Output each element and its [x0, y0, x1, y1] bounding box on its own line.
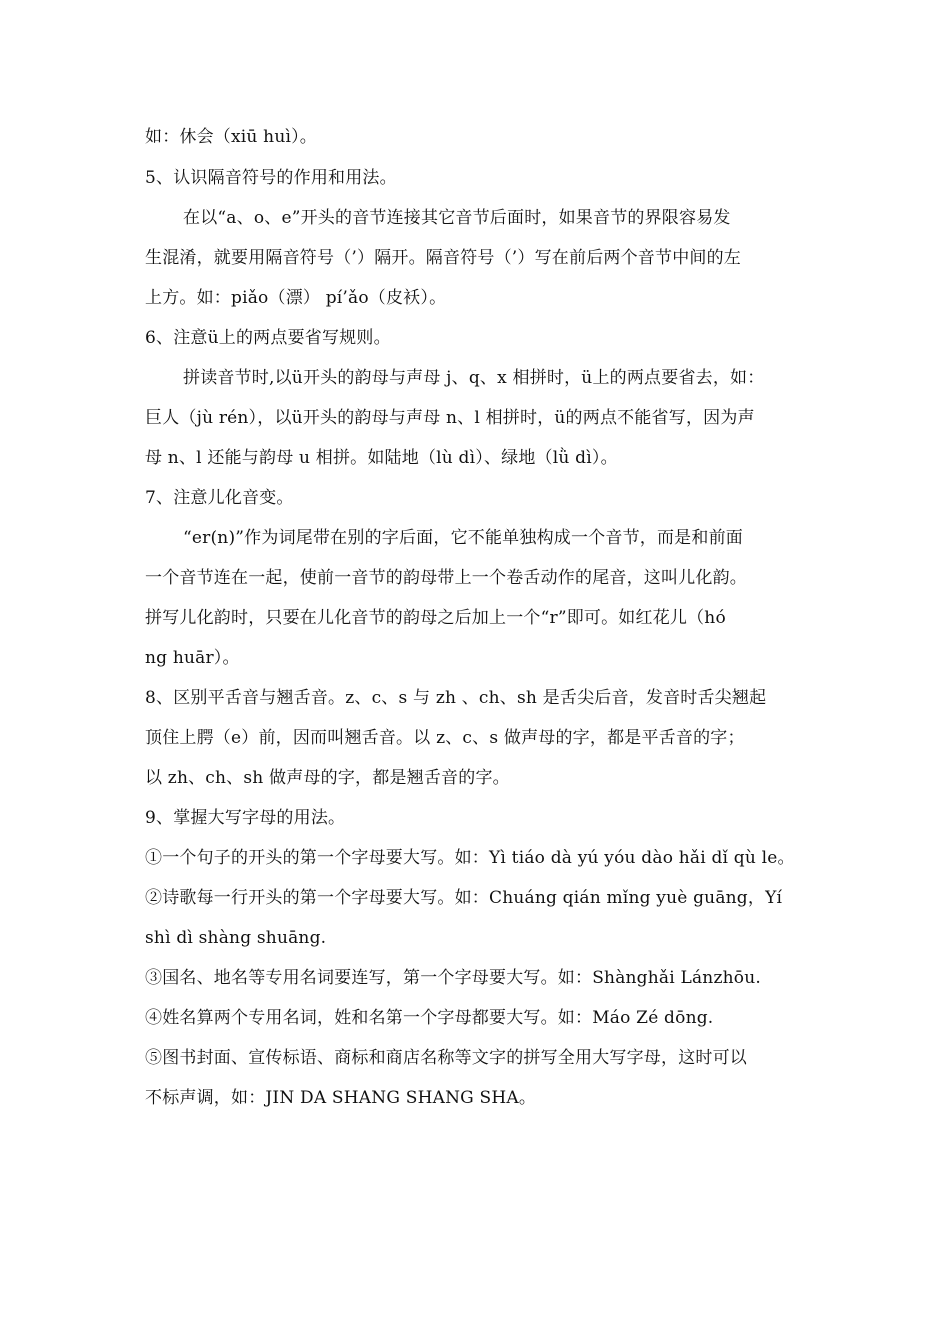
paragraph-7-line-2: 一个音节连在一起，使前一音节的韵母带上一个卷舌动作的尾音，这叫儿化韵。 [145, 568, 747, 588]
heading-5: 5、认识隔音符号的作用和用法。 [145, 168, 397, 188]
paragraph-5-line-2: 生混淆，就要用隔音符号（’）隔开。隔音符号（’）写在前后两个音节中间的左 [145, 248, 742, 268]
paragraph-6-line-3: 母 n、l 还能与韵母 u 相拼。如陆地（lù dì）、绿地（lǜ dì）。 [145, 448, 618, 468]
paragraph-6-line-2: 巨人（jù rén），以ü开头的韵母与声母 n、l 相拼时，ü的两点不能省写，因为声 [145, 408, 755, 428]
paragraph-5-line-3: 上方。如：piǎo（漂） pí’ǎo（皮袄）。 [145, 288, 447, 308]
rule-5-line-2: 不标声调，如：JIN DA SHANG SHANG SHA。 [145, 1088, 537, 1108]
rule-4: ④姓名算两个专用名词，姓和名第一个字母都要大写。如：Máo Zé dōng. [145, 1008, 714, 1028]
rule-2-line-2: shì dì shàng shuāng. [145, 928, 327, 948]
paragraph-7-line-4: ng huār）。 [145, 648, 240, 668]
heading-8-line-2: 顶住上腭（e）前，因而叫翘舌音。以 z、c、s 做声母的字，都是平舌音的字； [145, 728, 745, 748]
paragraph-7-line-3: 拼写儿化韵时，只要在儿化音节的韵母之后加上一个“r”即可。如红花儿（hó [145, 608, 726, 628]
heading-7: 7、注意儿化音变。 [145, 488, 294, 508]
heading-6: 6、注意ü上的两点要省写规则。 [145, 328, 391, 348]
rule-5-line-1: ⑤图书封面、宣传标语、商标和商店名称等文字的拼写全用大写字母，这时可以 [145, 1048, 747, 1068]
heading-8-line-1: 8、区别平舌音与翘舌音。z、c、s 与 zh 、ch、sh 是舌尖后音，发音时舌尖翘起 [145, 688, 767, 708]
paragraph-6-line-1: 拼读音节时,以ü开头的韵母与声母 j、q、x 相拼时，ü上的两点要省去，如： [183, 368, 765, 388]
rule-1: ①一个句子的开头的第一个字母要大写。如：Yì tiáo dà yú yóu dào hǎi dǐ qù le。 [145, 848, 795, 868]
heading-8-line-3: 以 zh、ch、sh 做声母的字，都是翘舌音的字。 [145, 768, 510, 788]
rule-3: ③国名、地名等专用名词要连写，第一个字母要大写。如：Shànghǎi Lánzhōu. [145, 968, 761, 988]
rule-2-line-1: ②诗歌每一行开头的第一个字母要大写。如：Chuáng qián mǐng yuè guāng，Yí [145, 888, 783, 908]
paragraph-5-line-1: 在以“a、o、e”开头的音节连接其它音节后面时，如果音节的界限容易发 [183, 208, 731, 228]
heading-9: 9、掌握大写字母的用法。 [145, 808, 346, 828]
paragraph-7-line-1: “er(n)”作为词尾带在别的字后面，它不能单独构成一个音节，而是和前面 [183, 528, 743, 548]
line-example-xiuhui: 如：休会（xiū huì）。 [145, 127, 318, 147]
